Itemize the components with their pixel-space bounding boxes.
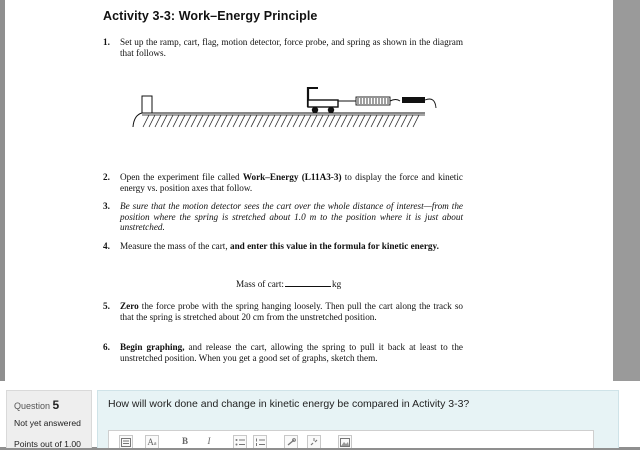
step-4 [103,241,463,252]
step-number: 4. [103,241,110,251]
step-number: 5. [103,301,110,311]
italic-button[interactable] [202,435,216,448]
step-text-italic: Be sure that the motion detector sees the cart over the whole distance of interest—from the position where the spring is stretched about 1.0 m to the position where it is just about unstretched. [120,201,463,233]
step-text-bold: and enter this value in the formula for kinetic energy. [229,241,439,251]
question-points: Points out of 1.00 [14,439,81,449]
question-prompt: How will work done and change in kinetic energy be compared in Activity 3-3? [108,398,470,410]
unordered-list-button[interactable] [233,435,247,448]
step-number: 3. [103,201,110,211]
step-text [120,172,463,193]
step-text-bold: Begin graphing, [120,342,185,352]
spring-icon [338,97,400,105]
unlink-icon [309,438,319,447]
link-button[interactable] [284,435,298,448]
cart-icon [308,100,338,113]
apparatus-diagram [125,87,465,131]
step-6 [103,342,463,363]
question-number [14,398,59,412]
step-text-bold: Zero [120,301,139,311]
page-shadow [613,0,640,381]
editor-toolbar [108,430,594,448]
toolbar-toggle-button[interactable] [119,435,133,448]
step-number: 1. [103,37,110,47]
unordered-list-icon [235,438,245,447]
question-info-box [6,390,92,448]
step-text-c: to display the force and kinetic energy vs. position axes that follow. [120,172,463,193]
image-icon [340,438,350,447]
step-number: 2. [103,172,110,182]
step-text [120,241,463,252]
mass-label: Mass of cart: [236,279,284,289]
unlink-button[interactable] [307,435,321,448]
step-number: 6. [103,342,110,352]
step-5 [103,301,463,322]
step-1 [103,37,463,58]
activity-title: Activity 3-3: Work–Energy Principle [103,9,318,23]
insert-image-button[interactable] [338,435,352,448]
ordered-list-icon [255,438,265,447]
question-number-value: 5 [52,398,60,412]
question-status: Not yet answered [14,418,81,428]
motion-detector-icon [142,96,152,113]
step-text: Set up the ramp, cart, flag, motion detector, force probe, and spring as shown in the diagram that follows. [120,37,463,58]
force-probe-icon [402,97,436,108]
step-text-a: Measure the mass of the cart, [120,241,230,251]
ramp-hatching [143,115,419,127]
toolbar-toggle-icon [121,438,131,447]
step-3 [103,201,463,233]
italic-icon: I [207,436,211,446]
ordered-list-button[interactable] [253,435,267,448]
file-name: Work–Energy (L11A3-3) [242,172,342,182]
mass-blank [285,278,331,287]
mass-of-cart-line [236,278,341,289]
worksheet-image [5,0,613,381]
font-size-icon: A [147,437,154,447]
step-text [120,342,463,363]
step-text-c: the force probe with the spring hanging loosely. Then pull the cart along the track so that the spring is stretched about 20 cm from the unstretched position. [120,301,463,322]
question-prefix: Question [14,401,51,411]
font-size-button[interactable]: Aa [145,435,159,448]
step-text-c: and release the cart, allowing the spring to pull it back at least to the unstretched position. When you get a good set of graphs, sketch them. [120,342,464,363]
link-icon [286,438,296,447]
step-text [120,301,463,322]
bold-icon: B [181,436,188,446]
bold-button[interactable] [178,435,192,448]
step-text [120,201,463,233]
mass-unit: kg [331,279,342,289]
step-text-a: Open the experiment file called [120,172,243,182]
step-2 [103,172,463,193]
